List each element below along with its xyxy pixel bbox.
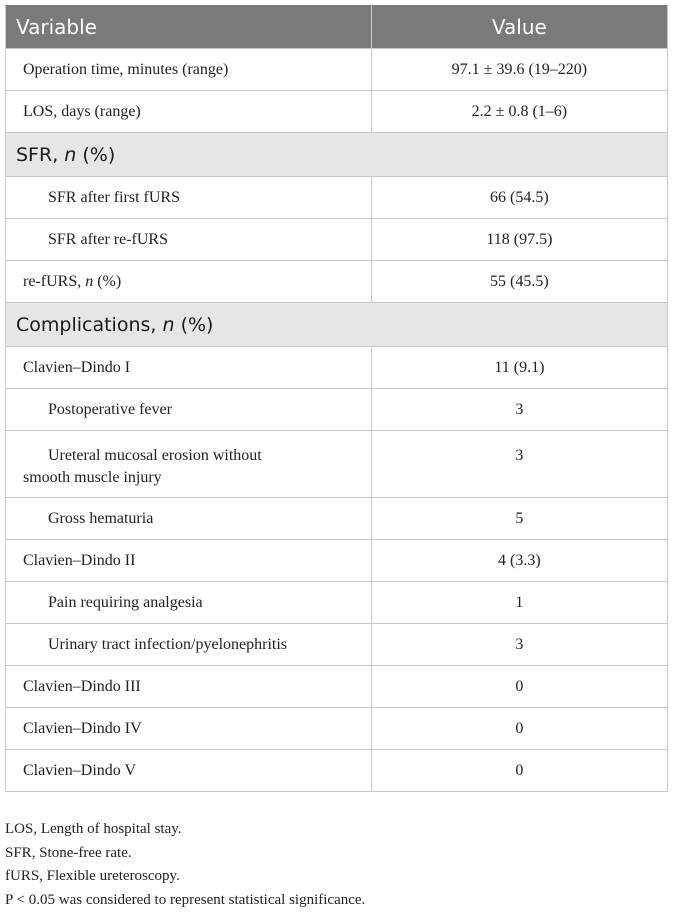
row-label: re-fURS, n (%)	[6, 261, 372, 303]
table-row	[6, 91, 668, 133]
section-title-complications: Complications, n (%)	[6, 303, 668, 347]
table-row	[6, 666, 668, 708]
table-row	[6, 498, 668, 540]
table-row	[6, 750, 668, 792]
footnote: LOS, Length of hospital stay.	[5, 821, 182, 837]
table-row	[6, 219, 668, 261]
row-value: 66 (54.5)	[371, 177, 667, 219]
table-row	[6, 49, 668, 91]
footnote: SFR, Stone-free rate.	[5, 844, 132, 861]
row-label: SFR after re-fURS	[6, 219, 372, 261]
row-label: Ureteral mucosal erosion without smooth muscle injury	[6, 431, 372, 498]
row-label: Operation time, minutes (range)	[6, 49, 372, 91]
row-value: 55 (45.5)	[371, 261, 667, 303]
row-value: 0	[371, 750, 667, 792]
row-label: Gross hematuria	[6, 498, 372, 540]
row-label: Clavien–Dindo IV	[6, 708, 372, 750]
table-row	[6, 177, 668, 219]
row-value: 3	[371, 624, 667, 666]
row-value: 0	[371, 708, 667, 750]
row-value: 4 (3.3)	[371, 540, 667, 582]
row-label: Urinary tract infection/pyelonephritis	[6, 624, 372, 666]
row-label: Pain requiring analgesia	[6, 582, 372, 624]
row-value: 97.1 ± 39.6 (19–220)	[371, 49, 667, 91]
row-value: 11 (9.1)	[371, 347, 667, 389]
row-value: 3	[371, 431, 667, 498]
table-row	[6, 540, 668, 582]
section-row-complications	[6, 303, 668, 347]
table-row	[6, 347, 668, 389]
row-label: Clavien–Dindo I	[6, 347, 372, 389]
row-label: Postoperative fever	[6, 389, 372, 431]
table-row	[6, 389, 668, 431]
table-row	[6, 582, 668, 624]
table-row	[6, 261, 668, 303]
row-label: Clavien–Dindo II	[6, 540, 372, 582]
table-footnotes	[5, 818, 668, 912]
table-row	[6, 624, 668, 666]
row-value: 3	[371, 389, 667, 431]
header-value: Value	[371, 5, 667, 49]
row-label: SFR after first fURS	[6, 177, 372, 219]
table-row	[6, 431, 668, 498]
table-header-row	[6, 5, 668, 49]
row-value: 5	[371, 498, 667, 540]
row-value: 1	[371, 582, 667, 624]
table-row	[6, 708, 668, 750]
footnote: P < 0.05 was considered to represent statistical significance.	[5, 891, 366, 908]
footnote: fURS, Flexible ureteroscopy.	[5, 868, 180, 884]
header-variable: Variable	[6, 5, 372, 49]
section-row-sfr	[6, 133, 668, 177]
results-table	[5, 5, 668, 792]
row-label: LOS, days (range)	[6, 91, 372, 133]
row-label: Clavien–Dindo V	[6, 750, 372, 792]
row-label: Clavien–Dindo III	[6, 666, 372, 708]
row-value: 2.2 ± 0.8 (1–6)	[371, 91, 667, 133]
row-value: 0	[371, 666, 667, 708]
section-title-sfr: SFR, n (%)	[6, 133, 668, 177]
row-value: 118 (97.5)	[371, 219, 667, 261]
